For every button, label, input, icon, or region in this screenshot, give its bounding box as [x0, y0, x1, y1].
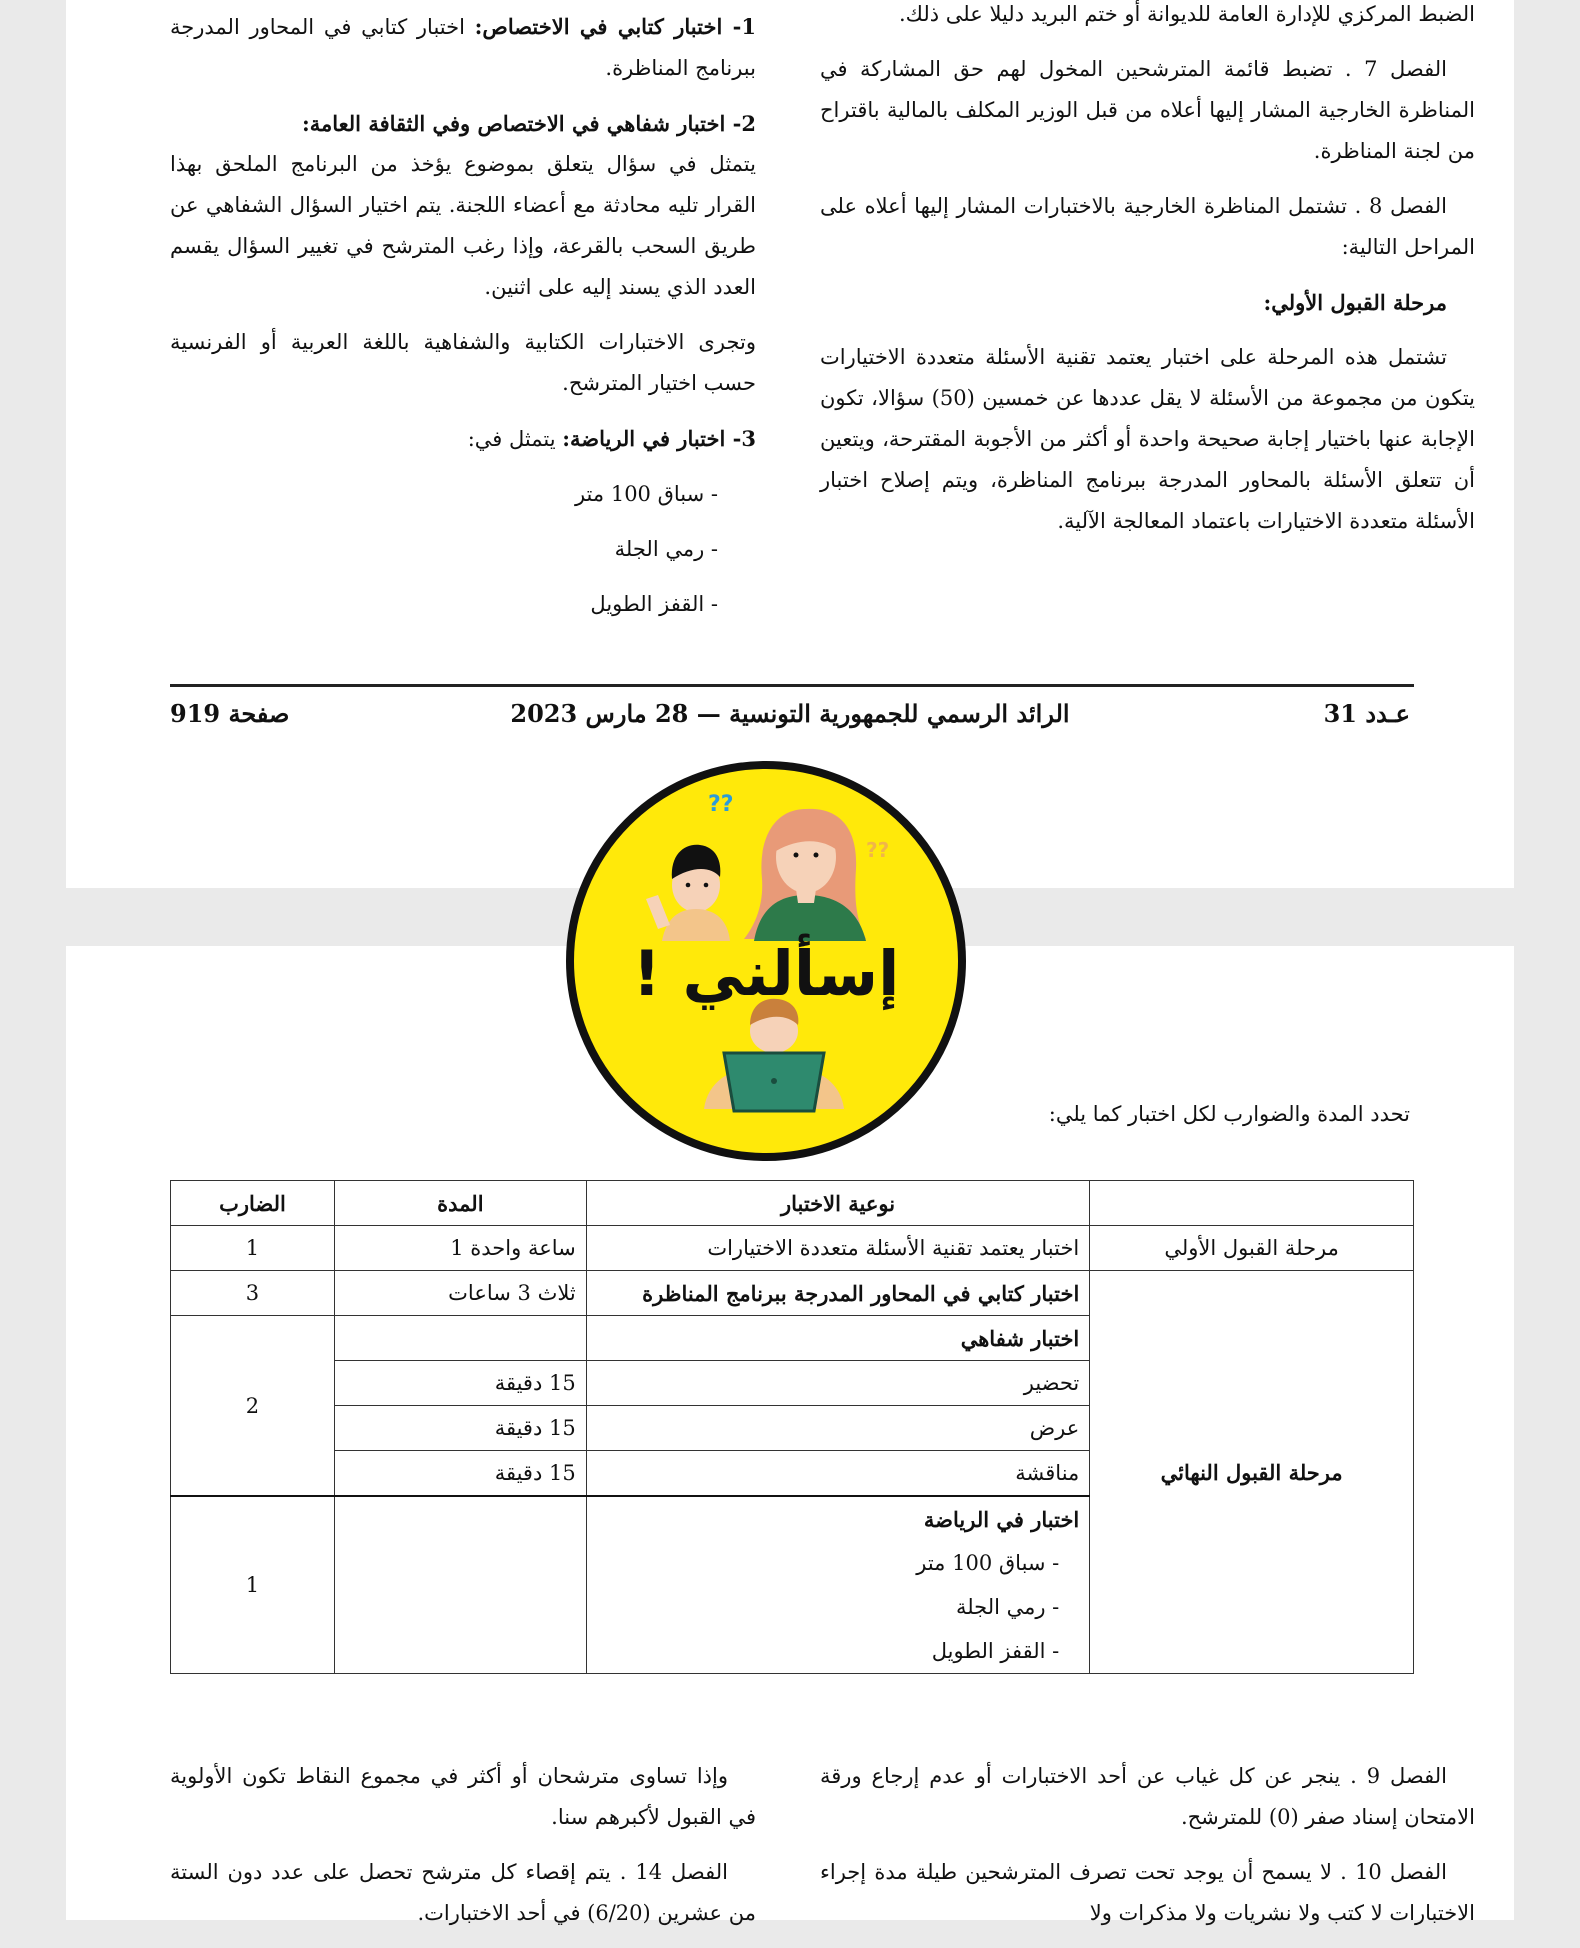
gazette-title: الرائد الرسمي للجمهورية التونسية — 28 مارس 2023	[510, 699, 1070, 728]
sport-item: - رمي الجلة	[586, 1585, 1090, 1629]
oral-duration: 15 دقيقة	[334, 1406, 586, 1451]
language-note: وتجرى الاختبارات الكتابية والشفاهية باللغة العربية أو الفرنسية حسب اختيار المترشح.	[170, 330, 756, 395]
test-coef: 1	[171, 1226, 335, 1271]
right-column	[820, 0, 1475, 556]
tie-rule: وإذا تساوى مترشحان أو أكثر في مجموع النقاط تكون الأولوية في القبول لأكبرهم سنا.	[170, 1764, 756, 1829]
test-1-text: اختبار كتابي في المحاور المدرجة ببرنامج المناظرة.	[170, 15, 756, 80]
phase-header	[1090, 1181, 1414, 1226]
test-coef: 2	[171, 1316, 335, 1497]
page-number: صفحة 919	[170, 699, 290, 728]
coef-header: الضارب	[171, 1181, 335, 1226]
table-row	[171, 1226, 1414, 1271]
test-name: اختبار كتابي في المحاور المدرجة ببرنامج المناظرة	[586, 1271, 1090, 1316]
test-2-text: يتمثل في سؤال يتعلق بموضوع يؤخذ من البرنامج الملحق بهذا القرار تليه محادثة مع أعضاء اللجنة. يتم اختيار السؤال الشفاهي عن طريق السحب بالقرعة، وإذا رغب المترشح في تغيير السؤال يقسم العدد الذي يسند إليه على اثنين.	[170, 152, 756, 299]
sport-item: - القفز الطويل	[586, 1629, 1090, 1674]
article-fragment: الضبط المركزي للإدارة العامة للديوانة أو ختم البريد دليلا على ذلك.	[898, 2, 1475, 26]
test-duration	[334, 1496, 586, 1674]
phase-label: مرحلة القبول النهائي	[1090, 1271, 1414, 1674]
duration-header: المدة	[334, 1181, 586, 1226]
ask-me-badge	[566, 761, 966, 1161]
article-8: الفصل 8 . تشتمل المناظرة الخارجية بالاختبارات المشار إليها أعلاه على المراحل التالية:	[820, 194, 1475, 259]
footer-rule	[170, 684, 1414, 687]
type-header: نوعية الاختبار	[586, 1181, 1090, 1226]
test-duration: ساعة واحدة 1	[334, 1226, 586, 1271]
article-14: الفصل 14 . يتم إقصاء كل مترشح تحصل على عدد دون الستة من عشرين (6/20) في أحد الاختبارات.	[170, 1860, 756, 1925]
badge-text: إسألني !	[632, 937, 900, 1010]
test-coef: 3	[171, 1271, 335, 1316]
sport-item: - رمي الجلة	[614, 537, 718, 561]
page-top	[66, 0, 1514, 888]
test-duration	[334, 1316, 586, 1361]
test-name: اختبار يعتمد تقنية الأسئلة متعددة الاختيارات	[586, 1226, 1090, 1271]
phase-text: تشتمل هذه المرحلة على اختبار يعتمد تقنية الأسئلة متعددة الاختيارات يتكون من مجموعة من الأسئلة لا يقل عددها عن خمسين (50) سؤالا، تكون الإجابة عنها باختيار إجابة صحيحة واحدة أو أكثر من الأجوبة المقترحة، ويتعين أن تتعلق الأسئلة بالمحاور المدرجة ببرنامج المناظرة، ويتم إصلاح اختبار الأسئلة متعددة الاختيارات باعتماد المعالجة الآلية.	[820, 345, 1476, 533]
article-10: الفصل 10 . لا يسمح أن يوجد تحت تصرف المترشحين طيلة مدة إجراء الاختبارات لا كتب ولا نشريات ولا مذكرات ولا	[820, 1860, 1475, 1925]
left-column	[170, 1756, 756, 1948]
oral-part: مناقشة	[586, 1451, 1090, 1497]
oral-duration: 15 دقيقة	[334, 1451, 586, 1497]
article-7: الفصل 7 . تضبط قائمة المترشحين المخول لهم حق المشاركة في المناظرة الخارجية المشار إليها أعلاه من قبل الوزير المكلف بالمالية باقتراح من لجنة المناظرة.	[820, 57, 1475, 163]
test-3-title: 3- اختبار في الرياضة:	[562, 426, 756, 451]
test-3	[170, 418, 756, 460]
issue-number: عـدد 31	[1323, 699, 1410, 728]
phase-label: مرحلة القبول الأولي	[1090, 1226, 1414, 1271]
tests-table	[170, 1180, 1414, 1674]
phase-heading: مرحلة القبول الأولي:	[1263, 290, 1447, 315]
sport-item: - سباق 100 متر	[574, 482, 718, 506]
question-marks: ??	[866, 838, 890, 862]
test-1	[170, 6, 756, 89]
test-coef: 1	[171, 1496, 335, 1674]
oral-duration: 15 دقيقة	[334, 1361, 586, 1406]
test-3-text: يتمثل في:	[467, 427, 563, 451]
test-duration: ثلاث 3 ساعات	[334, 1271, 586, 1316]
right-column	[820, 1756, 1475, 1948]
oral-part: تحضير	[586, 1361, 1090, 1406]
article-9: الفصل 9 . ينجر عن كل غياب عن أحد الاختبارات أو عدم إرجاع ورقة الامتحان إسناد صفر (0) للمترشح.	[820, 1764, 1475, 1829]
table-header-row	[171, 1181, 1414, 1226]
test-name: اختبار شفاهي	[586, 1316, 1090, 1361]
question-marks: ??	[708, 792, 734, 817]
table-intro: تحدد المدة والضوارب لكل اختبار كما يلي:	[1048, 1102, 1410, 1126]
oral-part: عرض	[586, 1406, 1090, 1451]
test-1-title: 1- اختبار كتابي في الاختصاص:	[474, 14, 756, 39]
sport-item: - القفز الطويل	[590, 592, 718, 616]
sport-item: - سباق 100 متر	[586, 1541, 1090, 1585]
test-name: اختبار في الرياضة	[586, 1496, 1090, 1541]
test-2-title: 2- اختبار شفاهي في الاختصاص وفي الثقافة العامة:	[301, 111, 756, 136]
left-column	[170, 0, 756, 639]
table-row	[171, 1271, 1414, 1316]
